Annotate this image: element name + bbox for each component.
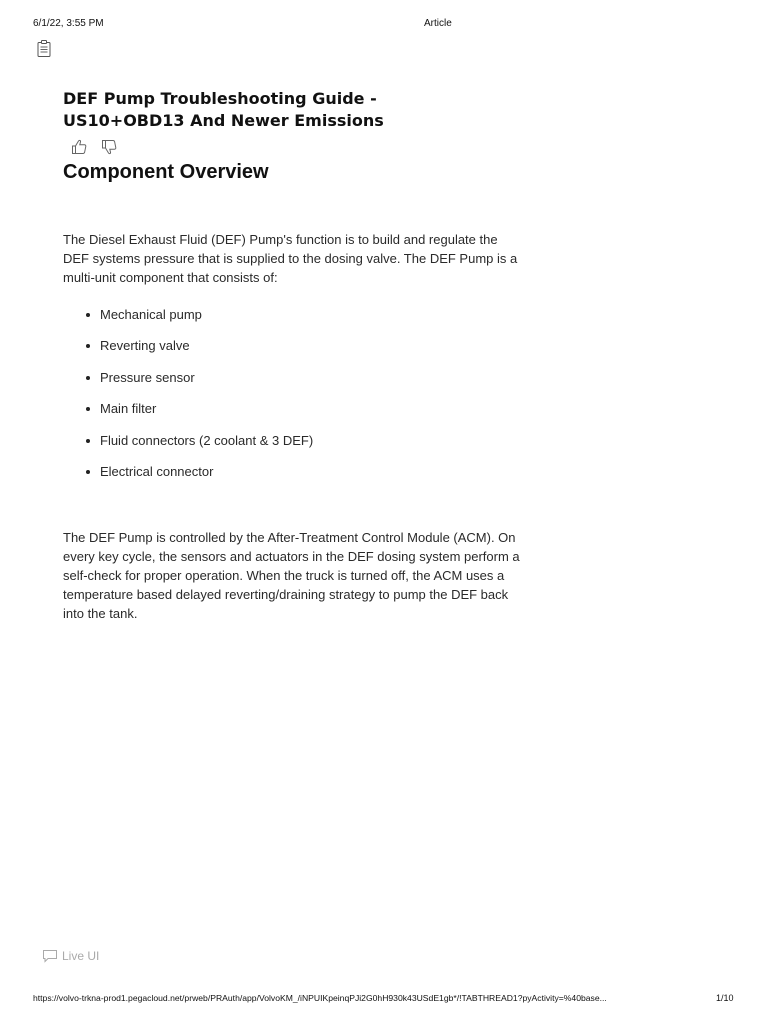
thumbs-down-icon xyxy=(100,138,118,156)
article-title: DEF Pump Troubleshooting Guide - US10+OBD13 And Newer Emissions xyxy=(63,89,384,130)
intro-paragraph: The Diesel Exhaust Fluid (DEF) Pump's function is to build and regulate the DEF systems pressure that is supplied to the dosing valve. The DEF Pump is a multi-unit component that consists of: xyxy=(63,232,518,285)
comment-icon xyxy=(42,949,58,963)
list-item: Main filter xyxy=(63,400,313,431)
component-list xyxy=(63,306,313,494)
list-item: Mechanical pump xyxy=(63,306,313,337)
feedback-buttons xyxy=(70,138,118,156)
list-item: Pressure sensor xyxy=(63,369,313,400)
control-paragraph: The DEF Pump is controlled by the After-Treatment Control Module (ACM). On every key cycle, the sensors and actuators in the DEF dosing system perform a self-check for proper operation. When the truck is turned off, the ACM uses a temperature based delayed reverting/draining strategy to pump the DEF back into the tank. xyxy=(63,530,520,621)
list-item: Reverting valve xyxy=(63,337,313,368)
section-heading: Component Overview xyxy=(63,161,269,183)
clipboard-icon[interactable] xyxy=(37,40,51,57)
live-ui-label: Live UI xyxy=(62,949,100,963)
thumbs-up-icon xyxy=(70,138,88,156)
list-item: Fluid connectors (2 coolant & 3 DEF) xyxy=(63,432,313,463)
thumbs-down-button[interactable] xyxy=(100,138,118,156)
print-doc-title: Article xyxy=(424,18,452,29)
page-number: 1/10 xyxy=(716,993,734,1003)
print-url: https://volvo-trkna-prod1.pegacloud.net/prweb/PRAuth/app/VolvoKM_/iNPUIKpeinqPJi2G0hH930k43USdE1gb*/!TABTHREAD1?pyActivity=%40base... xyxy=(33,993,607,1003)
thumbs-up-button[interactable] xyxy=(70,138,88,156)
list-item: Electrical connector xyxy=(63,463,313,494)
live-ui-button[interactable] xyxy=(42,949,99,963)
print-datetime: 6/1/22, 3:55 PM xyxy=(33,18,104,29)
